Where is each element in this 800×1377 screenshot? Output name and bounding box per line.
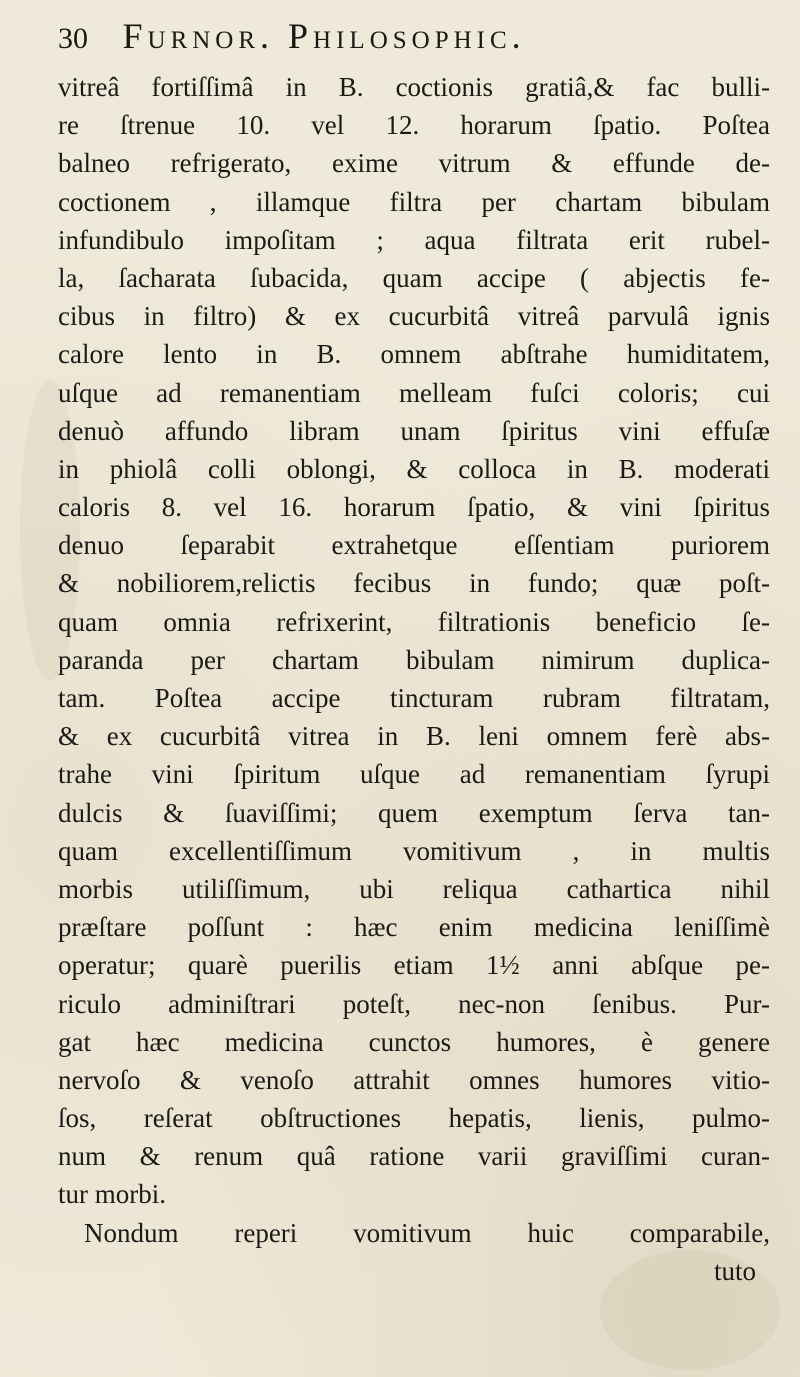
text-line: & nobiliorem,relictis fecibus in fundo; quæ poſt- xyxy=(58,568,770,599)
text-line: tam. Poſtea accipe tincturam rubram filtratam, xyxy=(58,683,770,713)
text-line: calore lento in B. omnem abſtrahe humiditatem, xyxy=(58,339,770,370)
text-line: caloris 8. vel 16. horarum ſpatio, & vini ſpiritus xyxy=(58,492,770,523)
text-line: dulcis & ſuaviſſimi; quem exemptum ſerva tan- xyxy=(58,797,770,828)
text-line: re ſtrenue 10. vel 12. horarum ſpatio. Poſtea xyxy=(58,110,770,141)
text-line: la, ſacharata ſubacida, quam accipe ( abjectis fe- xyxy=(58,262,770,293)
running-title: Furnor. Philosophic. xyxy=(122,16,526,56)
text-line: nervoſo & venoſo attrahit omnes humores vitio- xyxy=(58,1064,770,1095)
page-number: 30 xyxy=(58,22,88,55)
text-line: gat hæc medicina cunctos humores, è genere xyxy=(58,1026,770,1057)
text-line: balneo refrigerato, exime vitrum & effunde de- xyxy=(58,148,770,179)
catchword: tuto xyxy=(713,1255,756,1286)
text-line: infundibulo impoſitam ; aqua filtrata erit rubel- xyxy=(58,224,770,255)
text-line: quam excellentiſſimum vomitivum , in multis xyxy=(58,835,770,866)
text-line: denuo ſeparabit extrahetque eſſentiam puriorem xyxy=(58,530,770,561)
text-line: tur morbi. xyxy=(58,1179,166,1210)
text-line: operatur; quarè puerilis etiam 1½ anni abſque pe- xyxy=(58,950,770,981)
text-line: vitreâ fortiſſimâ in B. coctionis gratiâ,& fac bulli- xyxy=(58,72,770,102)
text-line: præſtare poſſunt : hæc enim medicina leniſſimè xyxy=(58,912,770,943)
text-line: riculo adminiſtrari poteſt, nec-non ſenibus. Pur- xyxy=(58,988,770,1019)
text-line: ſos, reſerat obſtructiones hepatis, lienis, pulmo- xyxy=(58,1103,770,1134)
text-line: in phiolâ colli oblongi, & colloca in B. moderati xyxy=(58,453,770,484)
body-text xyxy=(58,68,770,1290)
page-header xyxy=(58,10,758,62)
text-line: & ex cucurbitâ vitrea in B. leni omnem ferè abs- xyxy=(58,721,770,752)
text-line: morbis utiliſſimum, ubi reliqua cathartica nihil xyxy=(58,873,770,904)
text-line: coctionem , illamque filtra per chartam bibulam xyxy=(58,186,770,217)
text-line: uſque ad remanentiam melleam fuſci coloris; cui xyxy=(58,377,770,408)
text-line: Nondum reperi vomitivum huic comparabile, xyxy=(84,1217,770,1248)
text-line: cibus in filtro) & ex cucurbitâ vitreâ parvulâ ignis xyxy=(58,301,770,332)
text-line: num & renum quâ ratione varii graviſſimi curan- xyxy=(58,1141,770,1172)
text-line: paranda per chartam bibulam nimirum duplica- xyxy=(58,644,770,675)
text-line: trahe vini ſpiritum uſque ad remanentiam ſyrupi xyxy=(58,759,770,790)
text-line: denuò affundo libram unam ſpiritus vini effuſæ xyxy=(58,415,770,446)
text-line: quam omnia refrixerint, filtrationis beneficio ſe- xyxy=(58,606,770,637)
